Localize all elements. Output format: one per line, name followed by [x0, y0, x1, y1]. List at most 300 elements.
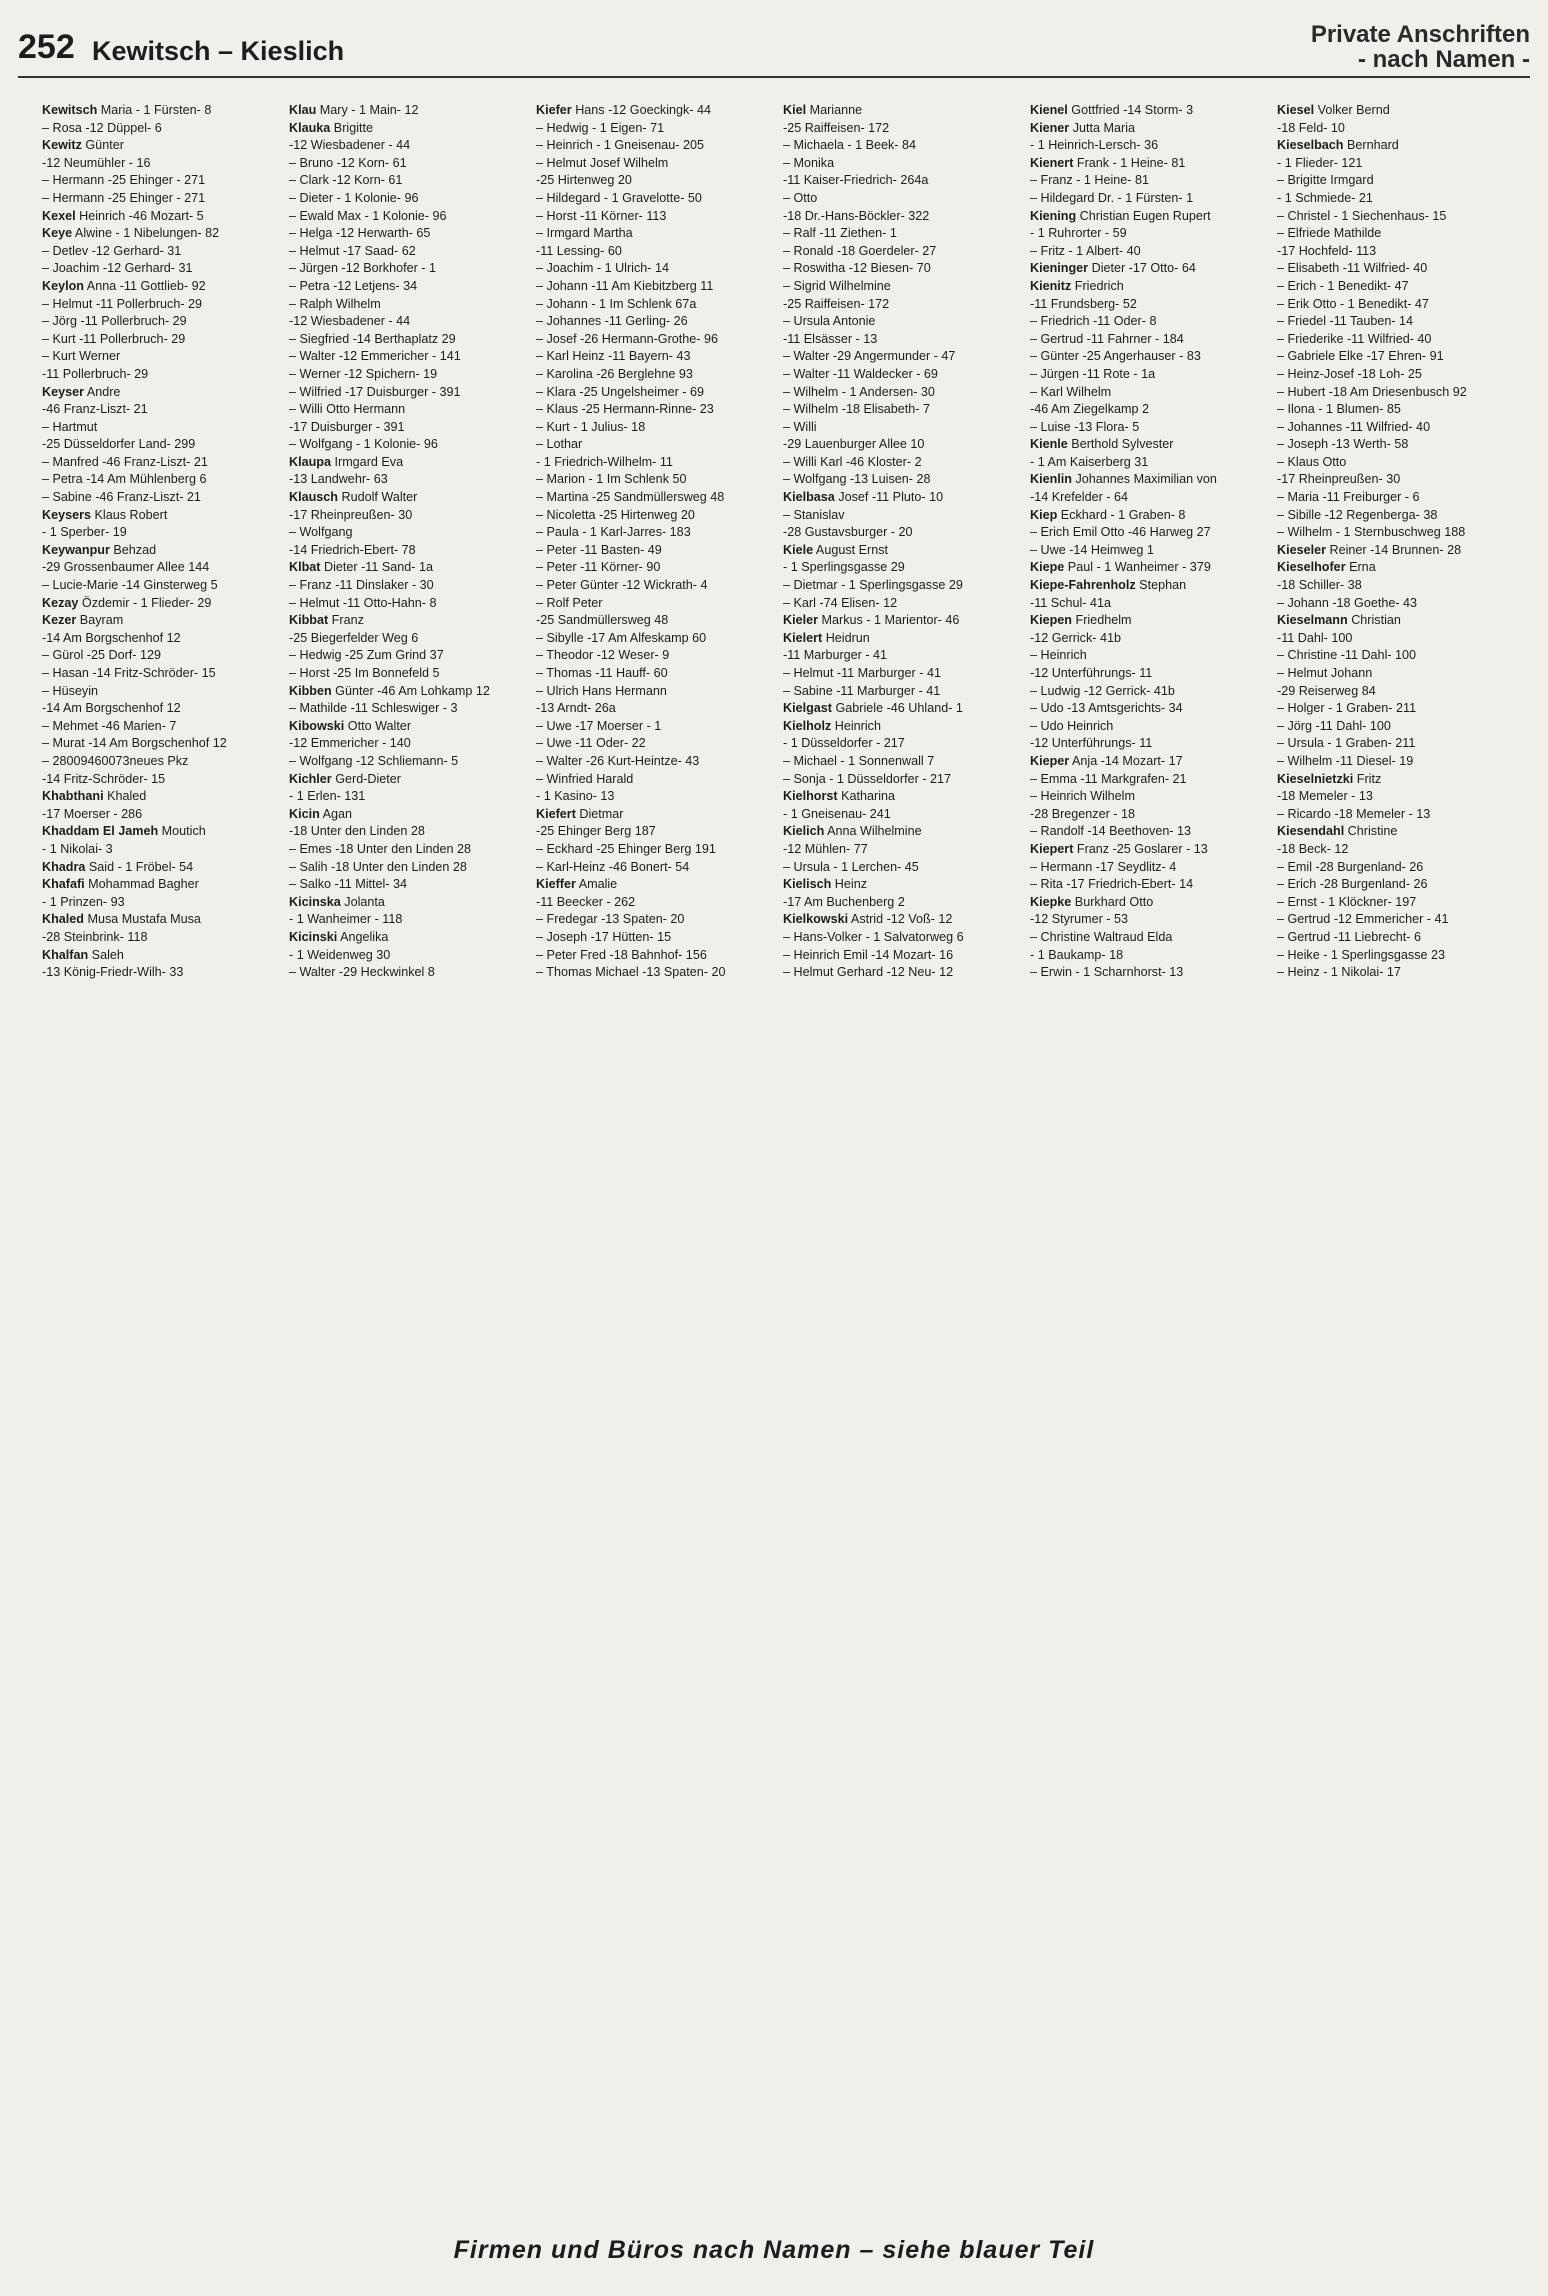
listing-entry [42, 700, 281, 718]
entry-surname: Klausch [289, 490, 338, 505]
entry-details: Christian [1347, 613, 1401, 628]
listing-entry [1277, 454, 1516, 472]
listing-entry [42, 419, 281, 437]
entry-details: – Christine Waltraud Elda [1030, 929, 1173, 944]
entry-details: -25 Sandmüllersweg 48 [536, 613, 669, 628]
listing-entry [536, 208, 775, 226]
entry-details: – Uwe -14 Heimweg 1 [1030, 542, 1154, 557]
entry-details: – Ernst - 1 Klöckner- 197 [1277, 894, 1417, 909]
entry-details: Angelika [337, 929, 389, 944]
entry-details: – Manfred -46 Franz-Liszt- 21 [42, 454, 208, 469]
listing-entry [1277, 595, 1516, 613]
entry-details: Eckhard - 1 Graben- 8 [1057, 507, 1186, 522]
listing-entry [1030, 859, 1269, 877]
entry-details: Brigitte [330, 120, 374, 135]
entry-details: – Helmut -11 Pollerbruch- 29 [42, 296, 203, 311]
listing-entry [42, 859, 281, 877]
entry-details: – Maria -11 Freiburger - 6 [1277, 490, 1420, 505]
entry-details: – Kurt -11 Pollerbruch- 29 [42, 331, 186, 346]
listing-entry [289, 137, 528, 155]
entry-details: – Wolfgang -12 Schliemann- 5 [289, 753, 459, 768]
listing-entry [289, 454, 528, 472]
entry-details: – Helga -12 Herwarth- 65 [289, 226, 431, 241]
listing-entry [1030, 630, 1269, 648]
entry-details: Frank - 1 Heine- 81 [1073, 155, 1186, 170]
entry-details: -12 Mühlen- 77 [783, 841, 868, 856]
listing-entry [536, 331, 775, 349]
entry-details: – Gürol -25 Dorf- 129 [42, 648, 161, 663]
entry-details: Gabriele -46 Uhland- 1 [832, 701, 963, 716]
entry-details: Anna -11 Gottlieb- 92 [84, 278, 206, 293]
listing-entry [783, 630, 1022, 648]
entry-details: – Heinz-Josef -18 Loh- 25 [1277, 366, 1422, 381]
entry-surname: Kielert [783, 630, 823, 645]
listing-entry [783, 647, 1022, 665]
listing-entry [1277, 577, 1516, 595]
listing-entry [42, 208, 281, 226]
entry-details: – Kurt - 1 Julius- 18 [536, 419, 646, 434]
entry-details: -17 Duisburger - 391 [289, 419, 405, 434]
entry-details: – Joachim -12 Gerhard- 31 [42, 261, 193, 276]
listing-entry [289, 225, 528, 243]
entry-details: – Jürgen -12 Borkhofer - 1 [289, 261, 437, 276]
listing-entry [289, 559, 528, 577]
listing-entry [1277, 806, 1516, 824]
entry-details: -12 Unterführungs- 11 [1030, 666, 1153, 680]
listing-entry [1277, 208, 1516, 226]
listing-entry [783, 964, 1022, 982]
entry-details: Burkhard Otto [1071, 894, 1154, 909]
entry-surname: Keyser [42, 384, 85, 399]
entry-details: – Ludwig -12 Gerrick- 41b [1030, 683, 1175, 698]
listing-entry [42, 894, 281, 912]
entry-details: -29 Lauenburger Allee 10 [783, 437, 925, 452]
listing-entry [1030, 929, 1269, 947]
entry-details: – 28009460073neues Pkz [42, 753, 189, 768]
listing-entry [289, 771, 528, 789]
entry-details: – Franz - 1 Heine- 81 [1030, 173, 1149, 188]
listing-entry [536, 190, 775, 208]
listing-entry [1030, 911, 1269, 929]
entry-details: - 1 Nikolai- 3 [42, 841, 113, 856]
listing-entry [289, 911, 528, 929]
entry-details: Erna [1345, 560, 1376, 575]
listing-entry [536, 911, 775, 929]
entry-details: – Friedrich -11 Oder- 8 [1030, 314, 1157, 329]
entry-details: Moutich [158, 824, 206, 839]
entry-details: – Winfried Harald [536, 771, 634, 786]
entry-details: -25 Raiffeisen- 172 [783, 120, 890, 135]
listing-entry [42, 841, 281, 859]
entry-details: – Heinrich Wilhelm [1030, 789, 1135, 804]
entry-details: - 1 Schmiede- 21 [1277, 190, 1373, 205]
listing-entry [289, 436, 528, 454]
listing-entry [1277, 366, 1516, 384]
listing-entry [1030, 436, 1269, 454]
listing-entry [783, 331, 1022, 349]
listing-column-5 [1030, 102, 1269, 2167]
listing-entry [783, 788, 1022, 806]
entry-surname: Kicinski [289, 929, 338, 944]
entry-surname: Klbat [289, 560, 321, 575]
entry-details: – Elfriede Mathilde [1277, 226, 1382, 241]
entry-surname: Klaupa [289, 454, 331, 469]
entry-details: – Hasan -14 Fritz-Schröder- 15 [42, 666, 216, 680]
listing-entry [1277, 384, 1516, 402]
listing-entry [536, 595, 775, 613]
listing-entry [536, 172, 775, 190]
listing-entry [289, 102, 528, 120]
listing-entry [1277, 929, 1516, 947]
listing-entry [1030, 595, 1269, 613]
listing-entry [289, 489, 528, 507]
listing-entry [289, 577, 528, 595]
listing-entry [1030, 208, 1269, 226]
entry-details: – Otto [783, 190, 818, 205]
page-header [18, 20, 1530, 73]
entry-details: Christian Eugen Rupert [1076, 208, 1211, 223]
entry-surname: Kielkowski [783, 912, 849, 927]
listing-entry [536, 260, 775, 278]
listing-entry [536, 683, 775, 701]
listing-entry [1277, 876, 1516, 894]
listing-entry [783, 753, 1022, 771]
entry-details: -25 Raiffeisen- 172 [783, 296, 890, 311]
entry-surname: Kielholz [783, 718, 832, 733]
entry-details: -18 Dr.-Hans-Böckler- 322 [783, 208, 930, 223]
entry-details: – Erwin - 1 Scharnhorst- 13 [1030, 965, 1184, 980]
listing-entry [536, 700, 775, 718]
entry-surname: Kiefer [536, 103, 572, 117]
entry-details: – Erik Otto - 1 Benedikt- 47 [1277, 296, 1429, 311]
listing-entry [536, 577, 775, 595]
listing-entry [536, 155, 775, 173]
entry-surname: Kielgast [783, 701, 832, 716]
listing-entry [1030, 753, 1269, 771]
entry-surname: Khabthani [42, 789, 104, 804]
entry-details: – Johannes -11 Gerling- 26 [536, 314, 688, 329]
section-title [1311, 22, 1530, 72]
listing-entry [1277, 436, 1516, 454]
listing-entry [42, 524, 281, 542]
entry-details: - 1 Gneisenau- 241 [783, 806, 891, 821]
entry-details: – Eckhard -25 Ehinger Berg 191 [536, 841, 716, 856]
entry-details: -18 Memeler - 13 [1277, 789, 1373, 804]
entry-details: – Rolf Peter [536, 595, 603, 610]
listing-entry [42, 542, 281, 560]
header-rule [18, 76, 1530, 78]
listing-entry [1277, 137, 1516, 155]
entry-details: - 1 Weidenweg 30 [289, 947, 391, 962]
listing-entry [289, 331, 528, 349]
entry-details: Behzad [109, 542, 157, 557]
entry-surname: Kexel [42, 208, 76, 223]
entry-details: – Wolfgang - 1 Kolonie- 96 [289, 437, 438, 452]
entry-surname: Kiefert [536, 806, 576, 821]
listing-entry [289, 313, 528, 331]
entry-details: – Thomas -11 Hauff- 60 [536, 666, 668, 680]
listing-entry [42, 771, 281, 789]
listing-entry [1277, 313, 1516, 331]
listing-entry [783, 771, 1022, 789]
entry-details: – Heinrich [1030, 648, 1087, 663]
entry-details: – Dieter - 1 Kolonie- 96 [289, 190, 419, 205]
entry-surname: Khafafi [42, 877, 85, 892]
listing-entry [42, 665, 281, 683]
entry-details: Günter [81, 138, 124, 153]
listing-entry [289, 419, 528, 437]
listing-entry [289, 190, 528, 208]
listing-entry [1277, 155, 1516, 173]
entry-surname: Kieselnietzki [1277, 771, 1354, 786]
entry-details: – Ewald Max - 1 Kolonie- 96 [289, 208, 447, 223]
entry-details: – Joachim - 1 Ulrich- 14 [536, 261, 669, 276]
entry-details: – Gertrud -11 Liebrecht- 6 [1277, 929, 1421, 944]
listing-entry [783, 102, 1022, 120]
entry-details: – Paula - 1 Karl-Jarres- 183 [536, 525, 691, 540]
listing-entry [1030, 700, 1269, 718]
listing-entry [1030, 471, 1269, 489]
entry-surname: Kielhorst [783, 789, 838, 804]
listing-entry [289, 929, 528, 947]
listing-entry [783, 278, 1022, 296]
entry-surname: Kieler [783, 613, 819, 628]
entry-details: -29 Reiserweg 84 [1277, 683, 1376, 698]
listing-entry [42, 331, 281, 349]
listing-entry [1030, 894, 1269, 912]
listing-entry [783, 665, 1022, 683]
entry-details: – Holger - 1 Graben- 211 [1277, 701, 1417, 716]
entry-surname: Kienle [1030, 437, 1068, 452]
entry-details: -28 Gustavsburger - 20 [783, 525, 913, 540]
entry-surname: Kibben [289, 683, 332, 698]
entry-details: – Kurt Werner [42, 349, 121, 364]
entry-details: Johannes Maximilian von [1071, 472, 1217, 487]
listing-entry [289, 296, 528, 314]
entry-details: – Fredegar -13 Spaten- 20 [536, 912, 685, 927]
listing-entry [1030, 313, 1269, 331]
listing-entry [289, 278, 528, 296]
entry-surname: Khaled [42, 912, 84, 927]
listing-entry [536, 612, 775, 630]
listing-entry [42, 401, 281, 419]
entry-details: -12 Neumühler - 16 [42, 155, 151, 170]
entry-details: Jolanta [340, 894, 385, 909]
entry-surname: Khalfan [42, 947, 89, 962]
entry-surname: Kienitz [1030, 278, 1072, 293]
entry-surname: Keysers [42, 507, 92, 522]
listing-entry [42, 577, 281, 595]
listing-entry [42, 507, 281, 525]
entry-details: – Walter -12 Emmericher - 141 [289, 349, 461, 364]
entry-details: – Wilhelm -18 Elisabeth- 7 [783, 402, 930, 417]
entry-details: -28 Bregenzer - 18 [1030, 806, 1136, 821]
listing-entry [1030, 401, 1269, 419]
entry-details: Friedhelm [1072, 613, 1132, 628]
listing-entry [1277, 894, 1516, 912]
listing-entry [783, 419, 1022, 437]
entry-details: – Horst -11 Körner- 113 [536, 208, 667, 223]
listing-entry [1030, 507, 1269, 525]
entry-details: Agan [319, 806, 353, 821]
listing-entry [1277, 823, 1516, 841]
listing-entry [289, 876, 528, 894]
listing-entry [783, 436, 1022, 454]
listing-entry [783, 841, 1022, 859]
entry-details: – Franz -11 Dinslaker - 30 [289, 578, 434, 593]
entry-details: – Peter -11 Basten- 49 [536, 542, 662, 557]
entry-details: Hans -12 Goeckingk- 44 [571, 103, 712, 117]
listing-entry [536, 471, 775, 489]
entry-details: Gottfried -14 Storm- 3 [1067, 103, 1194, 117]
listing-entry [783, 172, 1022, 190]
listing-entry [536, 841, 775, 859]
entry-details: -11 Elsässer - 13 [783, 331, 878, 346]
listing-entry [42, 172, 281, 190]
entry-details: -11 Lessing- 60 [536, 243, 622, 258]
listing-entry [1030, 260, 1269, 278]
entry-details: – Wolfgang -13 Luisen- 28 [783, 472, 931, 487]
entry-details: Heidrun [822, 630, 870, 645]
entry-details: – Peter -11 Körner- 90 [536, 560, 661, 575]
entry-details: -17 Rheinpreußen- 30 [289, 507, 413, 522]
listing-entry [1030, 665, 1269, 683]
listing-entry [1030, 788, 1269, 806]
entry-details: Stephan [1135, 578, 1187, 593]
listing-column-6 [1277, 102, 1516, 2167]
listing-entry [783, 683, 1022, 701]
entry-details: August Ernst [813, 542, 889, 557]
entry-details: Alwine - 1 Nibelungen- 82 [72, 226, 220, 241]
entry-details: -18 Beck- 12 [1277, 841, 1349, 856]
entry-details: – Michael - 1 Sonnenwall 7 [783, 753, 935, 768]
listing-entry [42, 964, 281, 982]
listing-entry [536, 489, 775, 507]
listing-entry [1030, 647, 1269, 665]
listing-entry [1030, 278, 1269, 296]
listing-column-2 [289, 102, 528, 2167]
entry-details: Markus - 1 Marientor- 46 [818, 613, 960, 628]
listing-entry [289, 384, 528, 402]
listing-entry [1030, 612, 1269, 630]
entry-details: – Rosa -12 Düppel- 6 [42, 120, 162, 135]
listing-entry [536, 225, 775, 243]
entry-details: - 1 Erlen- 131 [289, 789, 366, 804]
listing-entry [1277, 718, 1516, 736]
listing-entry [289, 841, 528, 859]
entry-details: – Gabriele Elke -17 Ehren- 91 [1277, 349, 1444, 364]
listing-entry [1277, 612, 1516, 630]
entry-details: – Johann -18 Goethe- 43 [1277, 595, 1418, 610]
entry-surname: Kiel [783, 103, 807, 117]
entry-surname: Kicin [289, 806, 320, 821]
entry-details: – Heike - 1 Sperlingsgasse 23 [1277, 947, 1446, 962]
entry-details: - 1 Prinzen- 93 [42, 894, 125, 909]
listing-entry [289, 260, 528, 278]
entry-details: – Mehmet -46 Marien- 7 [42, 718, 177, 733]
entry-details: – Rita -17 Friedrich-Ebert- 14 [1030, 877, 1194, 892]
listing-entry [783, 348, 1022, 366]
entry-details: Franz -25 Goslarer - 13 [1073, 841, 1208, 856]
section-title-line-2: - nach Namen - [1357, 46, 1530, 73]
entry-details: Amalie [575, 877, 618, 892]
entry-details: – Clark -12 Korn- 61 [289, 173, 403, 188]
entry-details: – Jürgen -11 Rote - 1a [1030, 366, 1156, 381]
listing-entry [536, 753, 775, 771]
entry-surname: Kieseler [1277, 542, 1327, 557]
listing-entry [289, 859, 528, 877]
listing-column-1 [42, 102, 281, 2167]
entry-details: – Irmgard Martha [536, 226, 633, 241]
entry-details: -12 Wiesbadener - 44 [289, 314, 411, 329]
listing-entry [42, 559, 281, 577]
listing-entry [1030, 331, 1269, 349]
listing-entry [289, 718, 528, 736]
entry-details: – Sabine -11 Marburger - 41 [783, 683, 941, 698]
entry-details: – Wilfried -17 Duisburger - 391 [289, 384, 461, 399]
entry-details: – Helmut -11 Marburger - 41 [783, 666, 941, 680]
listing-entry [289, 700, 528, 718]
entry-details: – Hermann -25 Ehinger - 271 [42, 173, 206, 188]
entry-details: Marianne [806, 103, 863, 117]
entry-details: – Wilhelm -11 Diesel- 19 [1277, 753, 1414, 768]
listing-entry [289, 735, 528, 753]
listing-entry [1030, 841, 1269, 859]
entry-surname: Kieffer [536, 877, 576, 892]
entry-details: – Karl Wilhelm [1030, 384, 1112, 399]
entry-details: – Brigitte Irmgard [1277, 173, 1374, 188]
entry-details: -11 Schul- 41a [1030, 595, 1111, 610]
section-title-line-1: Private Anschriften [1310, 21, 1530, 48]
listing-entry [1030, 964, 1269, 982]
entry-details: – Emil -28 Burgenland- 26 [1277, 859, 1424, 874]
listing-entry [1030, 348, 1269, 366]
entry-details: – Hüseyin [42, 683, 99, 698]
entry-details: – Klara -25 Ungelsheimer - 69 [536, 384, 704, 399]
entry-details: Friedrich [1071, 278, 1124, 293]
listing-entry [783, 735, 1022, 753]
entry-details: -13 Landwehr- 63 [289, 472, 388, 487]
listing-entry [42, 296, 281, 314]
listing-entry [42, 120, 281, 138]
entry-details: – Helmut -11 Otto-Hahn- 8 [289, 595, 437, 610]
entry-surname: Klauka [289, 120, 331, 135]
entry-details: – Karl-Heinz -46 Bonert- 54 [536, 859, 690, 874]
entry-surname: Kibowski [289, 718, 345, 733]
listing-entry [783, 577, 1022, 595]
entry-details: -17 Moerser - 286 [42, 806, 143, 821]
entry-details: Katharina [837, 789, 896, 804]
entry-details: – Johann - 1 Im Schlenk 67a [536, 296, 697, 311]
entry-details: – Erich Emil Otto -46 Harweg 27 [1030, 525, 1211, 540]
entry-details: Heinz [831, 877, 867, 892]
listing-entry [289, 630, 528, 648]
listing-entry [1030, 577, 1269, 595]
listing-entry [1277, 630, 1516, 648]
entry-details: Jutta Maria [1069, 120, 1135, 135]
entry-details: Saleh [88, 947, 124, 962]
listing-entry [1030, 683, 1269, 701]
entry-surname: Kiepke [1030, 894, 1072, 909]
listing-entry [536, 507, 775, 525]
listing-entry [1030, 489, 1269, 507]
entry-details: -11 Pollerbruch- 29 [42, 366, 149, 381]
listing-entry [289, 471, 528, 489]
listing-entry [42, 155, 281, 173]
listing-entry [783, 911, 1022, 929]
listing-entry [42, 278, 281, 296]
entry-details: Günter -46 Am Lohkamp 12 [331, 683, 490, 698]
